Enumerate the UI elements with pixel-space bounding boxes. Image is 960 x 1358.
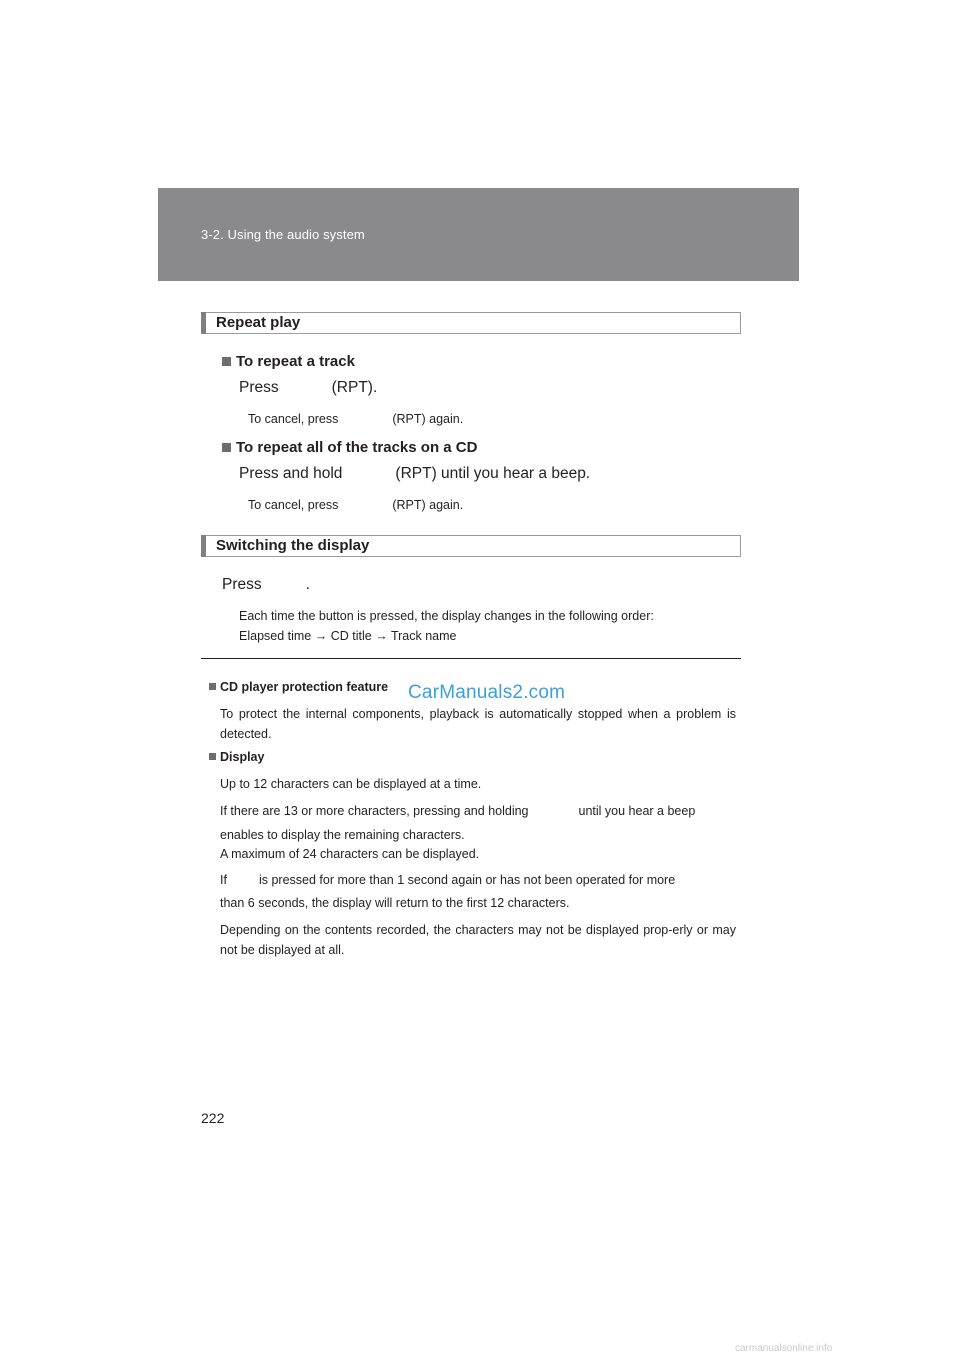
step-text: Press (239, 379, 279, 396)
order-item: Elapsed time (239, 629, 312, 643)
display-note-line1: Up to 12 characters can be displayed at a time. (220, 777, 482, 791)
display-note-line2 (220, 801, 695, 821)
subheading-repeat-track (222, 353, 355, 370)
arrow-right-icon: → (314, 629, 328, 643)
note-cancel-repeat-all (248, 498, 463, 512)
display-note-line3: enables to display the remaining characters. (220, 828, 465, 842)
step-switch-display (222, 576, 310, 594)
footer-watermark: carmanualsonline.info (735, 1343, 833, 1354)
section-title: Repeat play (216, 314, 301, 331)
step-text: Press (222, 576, 262, 593)
note-text: To cancel, press (248, 498, 339, 512)
section-header: 3-2. Using the audio system (201, 227, 365, 242)
step-repeat-track (239, 379, 377, 397)
display-note-line5 (220, 870, 675, 890)
display-note-line6: than 6 seconds, the display will return to the first 12 characters. (220, 896, 570, 910)
note-display-order: Each time the button is pressed, the display changes in the following order: (239, 609, 654, 623)
note-text: If there are 13 or more characters, pressing and holding (220, 804, 529, 818)
page-number: 222 (201, 1110, 225, 1126)
note-protection-text: To protect the internal components, playback is automatically stopped when a problem is detected. (220, 707, 736, 741)
subheading-repeat-all (222, 439, 477, 456)
display-order-sequence (239, 629, 456, 643)
subheading-text: To repeat a track (236, 353, 355, 370)
arrow-right-icon: → (375, 629, 388, 643)
section-title-bar-switching-display (201, 535, 741, 557)
watermark: CarManuals2.com (408, 682, 566, 703)
note-heading-display (209, 750, 264, 764)
section-title: Switching the display (216, 537, 370, 554)
step-repeat-all (239, 465, 590, 483)
note-text: (RPT) again. (392, 412, 464, 426)
note-text: (RPT) again. (392, 498, 464, 512)
square-bullet-icon (209, 683, 216, 690)
step-text: (RPT) until you hear a beep. (395, 465, 591, 482)
step-text: . (305, 576, 310, 593)
note-text: is pressed for more than 1 second again or has not been operated for more (258, 873, 676, 887)
square-bullet-icon (222, 443, 231, 452)
square-bullet-icon (209, 753, 216, 760)
section-title-bar-repeat-play (201, 312, 741, 334)
display-note-line7: Depending on the contents recorded, the characters may not be displayed prop-erly or may not be displayed at all. (220, 923, 736, 957)
order-item: Track name (390, 629, 457, 643)
order-item: CD title (330, 629, 372, 643)
note-text: If (220, 873, 227, 887)
note-cancel-repeat (248, 412, 463, 426)
note-text: until you hear a beep (578, 804, 696, 818)
note-heading-text: Display (220, 750, 265, 764)
note-text: To cancel, press (248, 412, 339, 426)
subheading-text: To repeat all of the tracks on a CD (236, 439, 478, 456)
note-heading-protection (209, 680, 388, 694)
step-text: (RPT). (331, 379, 378, 396)
step-text: Press and hold (239, 465, 343, 482)
section-accent (201, 535, 206, 557)
divider (201, 658, 741, 659)
display-note-line4: A maximum of 24 characters can be displayed. (220, 847, 480, 861)
square-bullet-icon (222, 357, 231, 366)
note-heading-text: CD player protection feature (220, 680, 389, 694)
section-accent (201, 312, 206, 334)
